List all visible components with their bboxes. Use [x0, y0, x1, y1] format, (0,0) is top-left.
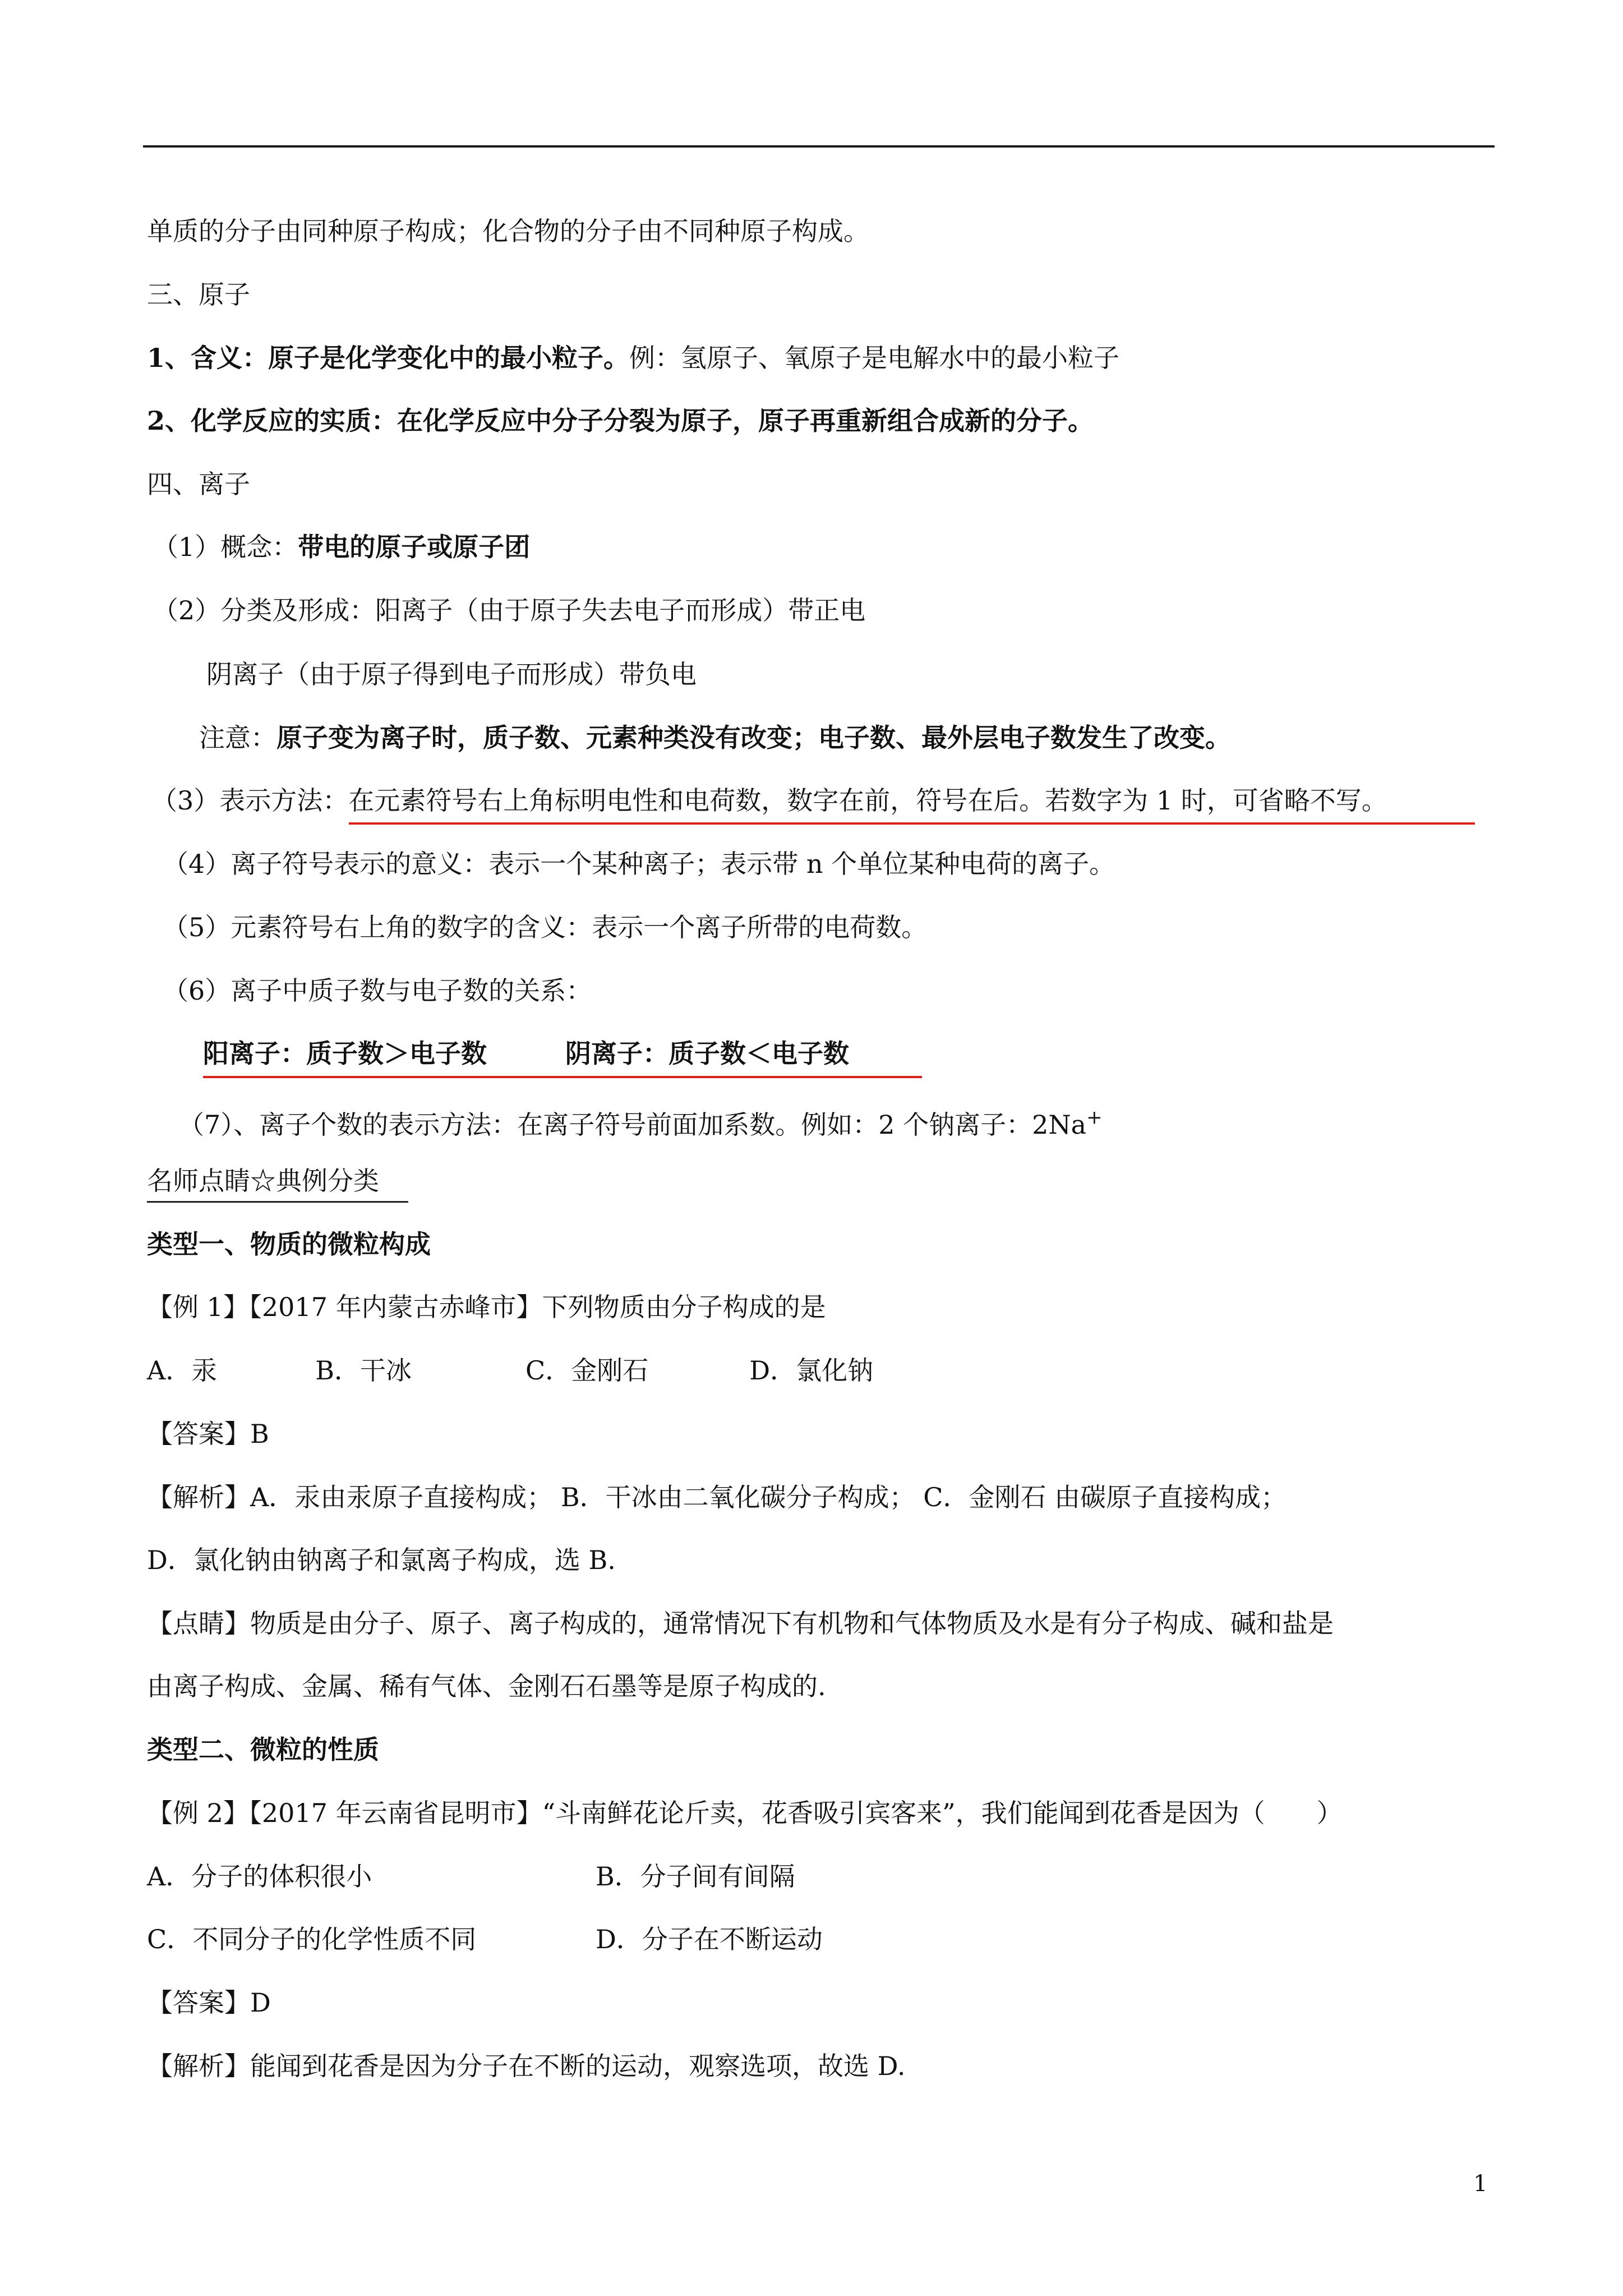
text-run: （7）、离子个数的表示方法：在离子符号前面加系数。例如：2 个钠离子：2Na	[178, 1110, 1087, 1140]
red-underline	[349, 822, 1475, 825]
black-underline	[147, 1201, 408, 1203]
header-rule	[143, 145, 1495, 148]
options-row	[147, 1922, 823, 1956]
text-run: 化学反应的实质：在化学反应中分子分裂为原子，原子再重新组合成新的分子。	[191, 406, 1094, 436]
answer-1: 【答案】B	[147, 1419, 269, 1449]
option-a: A．汞	[147, 1355, 218, 1386]
text-line: （2）分类及形成：阳离子（由于原子失去电子而形成）带正电	[153, 595, 866, 625]
text-line	[153, 530, 530, 564]
text-run: 例：氢原子、氧原子是电解水中的最小粒子	[629, 343, 1120, 373]
text-line: （4）离子符号表示的意义：表示一个某种离子；表示带 n 个单位某种电荷的离子。	[163, 849, 1115, 879]
analysis-1: 【解析】A．汞由汞原子直接构成； B．干冰由二氧化碳分子构成； C．金刚石 由碳原子直接构成；	[147, 1482, 1287, 1512]
option-d: D．氯化钠	[749, 1355, 874, 1386]
type-heading-2: 类型二、微粒的性质	[147, 1734, 379, 1765]
options-row	[147, 1860, 795, 1893]
option-a: A．分子的体积很小	[147, 1861, 372, 1892]
option-c: C．金刚石	[525, 1355, 649, 1386]
text-run: 原子变为离子时，质子数、元素种类没有改变；电子数、最外层电子数发生了改变。	[276, 723, 1231, 753]
page-number: 1	[1473, 2171, 1488, 2197]
text-line	[203, 1037, 849, 1070]
text-line	[151, 784, 1387, 817]
text-run: （1）概念：	[153, 532, 298, 562]
section-heading-atom: 三、原子	[147, 279, 250, 310]
text-line	[178, 1101, 1103, 1142]
text-line: （6）离子中质子数与电子数的关系：	[163, 976, 592, 1006]
text-line: （5）元素符号右上角的数字的含义：表示一个离子所带的电荷数。	[163, 912, 928, 942]
text-run: （3）表示方法：	[151, 785, 349, 816]
text-run: 阳离子：质子数＞电子数	[203, 1038, 487, 1069]
option-c: C．不同分子的化学性质不同	[147, 1924, 477, 1954]
option-b: B．分子间有间隔	[596, 1861, 795, 1892]
type-heading-1: 类型一、物质的微粒构成	[147, 1229, 431, 1259]
answer-2: 【答案】D	[147, 1987, 271, 2018]
text-run: 带电的原子或原子团	[298, 532, 531, 562]
option-b: B．干冰	[315, 1355, 412, 1386]
section-heading-ion: 四、离子	[147, 469, 250, 499]
note-1: 由离子构成、金属、稀有气体、金刚石石墨等是原子构成的.	[147, 1671, 826, 1701]
text-run: 1、含义：	[147, 343, 269, 373]
analysis-2: 【解析】能闻到花香是因为分子在不断的运动，观察选项，故选 D.	[147, 2051, 906, 2081]
analysis-1: D．氯化钠由钠离子和氯离子构成，选 B.	[147, 1545, 616, 1575]
red-underline	[203, 1076, 922, 1078]
text-run: 原子是化学变化中的最小粒子。	[268, 343, 630, 373]
text-line: 阴离子（由于原子得到电子而形成）带负电	[206, 659, 697, 689]
question-2: 【例 2】【2017 年云南省昆明市】“斗南鲜花论斤卖，花香吸引宾客来”，我们能闻到花香是因为（ ）	[147, 1798, 1343, 1828]
superscript: +	[1086, 1106, 1103, 1129]
text-run: 在元素符号右上角标明电性和电荷数，数字在前，符号在后。若数字为 1 时，可省略不写。	[348, 785, 1387, 816]
text-line	[147, 341, 1119, 375]
options-row	[147, 1354, 873, 1387]
option-d: D．分子在不断运动	[596, 1924, 823, 1954]
text-run: 注意：	[199, 723, 276, 753]
text-line	[147, 404, 1094, 438]
note-1: 【点睛】物质是由分子、原子、离子构成的，通常情况下有机物和气体物质及水是有分子构成、碱和盐是	[147, 1608, 1334, 1639]
text-line: 单质的分子由同种原子构成；化合物的分子由不同种原子构成。	[147, 216, 869, 246]
text-run: 阴离子：质子数＜电子数	[565, 1038, 849, 1069]
section-heading-examples: 名师点睛☆典例分类	[147, 1166, 379, 1196]
text-run: 2、	[147, 406, 191, 436]
question-1: 【例 1】【2017 年内蒙古赤峰市】下列物质由分子构成的是	[147, 1292, 826, 1322]
text-line	[199, 721, 1231, 754]
